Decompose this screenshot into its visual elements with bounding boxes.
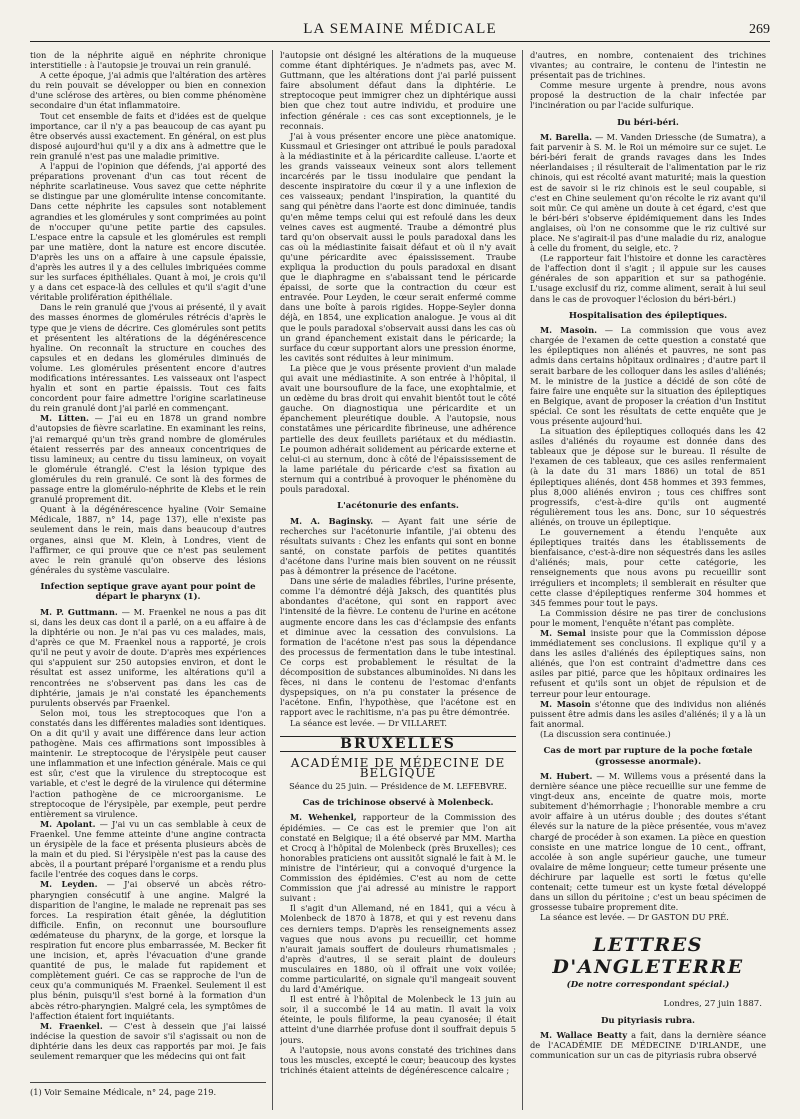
paragraph: A l'autopsie, nous avons constaté des trichines dans tous les muscles, excepté le cœur; beaucoup des kystes trichinés étaient atteints de dégénérescence calcaire ; xyxy=(280,1044,516,1075)
paragraph: M. Masoin s'étonne que des individus non aliénés puissent être admis dans les asiles d'aliénés; il y a là un fait anormal. xyxy=(530,698,766,729)
paragraph: (La discussion sera continuée.) xyxy=(540,728,671,739)
section-heading: L'acétonurie des enfants. xyxy=(337,501,459,512)
paragraph: Comme mesure urgente à prendre, nous avons proposé la destruction de la chair infectée par l'incinération ou par l'acide sulfurique. xyxy=(530,80,766,111)
speaker-name: M. Barella. xyxy=(540,132,593,143)
column-rule-left xyxy=(272,50,273,1110)
paragraph: M. Hubert. — M. Willems vous a présenté dans la dernière séance une pièce recueillie sur une femme de vingt-deux ans, enceinte de quatre mois, morte subitement d'hémorrhagie ; l'honorable membre a cru avoir affaire à un utérus double ; des doutes s'étant élevés sur la nature de la pièce présentée, vous m'avez chargé de procéder à son examen. La pièce en question consiste en une matrice longue de 10 cent., offrant, accolée à son angle supérieur gauche, une tumeur ovalaire de même longueur; cette tumeur présente une déchirure par laquelle est sorti le fœtus qu'elle contenait; cette tumeur est un kyste fœtal développé dans un sillon du péritoine ; c'est un beau spécimen de grossesse tubaire proprement dite. xyxy=(530,771,766,913)
speaker-name: M. Masoin. xyxy=(540,325,597,336)
section-heading: Cas de mort par rupture de la poche fœtale (grossesse anormale). xyxy=(543,746,753,767)
section-heading: Hospitalisation des épileptiques. xyxy=(568,310,728,321)
speaker-name: M. P. Guttmann. xyxy=(40,606,118,617)
column-2 xyxy=(280,50,516,1110)
speaker-name: M. A. Baginsky. xyxy=(290,515,374,526)
speaker-name: M. Fraenkel. xyxy=(40,1020,103,1031)
footnote: (1) Voir Semaine Médicale, n° 24, page 219. xyxy=(30,1082,266,1097)
paragraph: Dans une série de maladies fébriles, l'urine présente, comme l'a démontré déjà Jaksch, des quantités plus abondantes d'acétone, qui sont en rapport avec l'intensité de la fièvre. Le contenu de l'urine en acétone augmente encore dans les cas d'éclampsie des enfants et diminue avec la cessation des convulsions. La formation de l'acétone n'est pas sous la dépendance des processus de fermentation dans le tube intestinal. Ce corps est probablement le résultat de la décomposition de substances albuminoïdes. Ni dans les fèces, ni dans le contenu de l'estomac d'enfants dyspepsiques, on n'a pu constater la présence de l'acétone. Enfin, l'hypothèse, que l'acétone est en rapport avec le rachitisme, n'a pas pu être démontrée. xyxy=(280,576,516,718)
paragraph: M. Leyden. — J'ai observé un abcès rétro-pharyngien consécutif à une angine. Malgré la disparition de l'angine, le malade ne reprenait pas ses forces. La respiration était gênée, la déglutition difficile. Enfin, on reconnut une boursouflure œdémateuse du pharynx, de la gorge, et lorsque la respiration fut encore plus embarrassée, M. Becker fit une incision, et, après l'évacuation d'une grande quantité de pus, le malade fut rapidement et complètement guéri. Ce cas se rapproche de l'un de ceux qu'a communiqués M. Fraenkel. Seulement il est plus bénin, puisqu'il s'est borné à la formation d'un abcès rétro-pharyngien. Malgré cela, les symptômes de l'affection étaient fort inquiétants. xyxy=(30,879,266,1021)
speaker-name: M. Litten. xyxy=(40,413,89,424)
paragraph: Il s'agit d'un Allemand, né en 1841, qui a vécu à Molenbeck de 1870 à 1878, et qui y est revenu dans ces derniers temps. D'après les renseignements assez vagues que nous avons pu recueillir, cet homme n'aurait jamais souffert de douleurs rhumatismales ; d'après d'autres, il se serait plaint de douleurs musculaires en 1880, où il offrait une voix voilée; comme particularité, on signale qu'il mangeait souvent du lard d'Amérique. xyxy=(280,903,516,995)
speaker-name: M. Hubert. xyxy=(540,771,593,781)
paragraph: Le gouvernement a étendu l'enquête aux épileptiques traités dans les établissements de bienfaisance, c'est-à-dire non séquestrés dans les asiles d'aliénés; mais, pour cette catégorie, les renseignements que nous avons pu recueillir sont irréguliers et incomplets; il semblerait en résulter que cette classe d'épileptiques renferme 304 hommes et 345 femmes pour tout le pays. xyxy=(530,527,766,608)
paragraph: M. Barella. — M. Vanden Driessche (de Sumatra), a fait parvenir à S. M. le Roi un mémoire sur ce sujet. Le béri-béri ferait de grands ravages dans les Indes néerlandaises ; il résulterait de l'alimentation par le riz chinois, qui est récolté avant maturité; mais la question est de savoir si le riz chinois est le seul coupable, si c'est en Chine seulement qu'on récolte le riz avant qu'il soit mûr. Ce qui amène un doute à cet égard, c'est que le béri-béri s'observe épidémiquement dans les Indes anglaises, où l'on ne consomme que le riz cultivé sur place. Ne s'agirait-il pas d'une maladie du riz, analogue à celle du froment, du seigle, etc. ? xyxy=(530,132,766,254)
paragraph: La situation des épileptiques colloqués dans les 42 asiles d'aliénés du royaume est donnée dans des tableaux que je dépose sur le bureau. Il résulte de l'examen de ces tableaux, que ces asiles renfermaient (à la date du 31 mars 1886) un total de 851 épileptiques aliénés, dont 458 hommes et 393 femmes, plus 8,000 aliénés environ ; tous ces chiffres sont progressifs, c'est-à-dire qu'ils ont augmenté régulièrement tous les ans. Donc, sur 10 séquestrés aliénés, on trouve un épileptique. xyxy=(530,426,766,527)
signature: Dr VILLARET. xyxy=(388,717,447,728)
column-1 xyxy=(30,50,266,1110)
speaker-name: M. Semal xyxy=(540,627,586,638)
paragraph: M. Litten. — J'ai eu en 1878 un grand nombre d'autopsies de fièvre scarlatine. En examinant les reins, j'ai remarqué qu'un très grand nombre de glomérules étaient resserrés par des anneaux concentriques de tissu lamineux; au centre du tissu lamineux, on voyait le glomérule étranglé. C'est la lésion typique des glomérules du rein granulé. Ce sont là des formes de passage entre la glomérulo-néphrite de Klebs et le rein granulé proprement dit. xyxy=(30,413,266,505)
paragraph: Tout cet ensemble de faits et d'idées est de quelque importance, car il n'y a pas beaucoup de cas ayant pu être observés aussi exactement. En général, on est plus disposé aujourd'hui qu'il y a dix ans à admettre que le rein granulé n'est pas une maladie primitive. xyxy=(30,110,266,161)
column-3 xyxy=(530,50,766,1110)
section-heading: Du béri-béri. xyxy=(617,117,679,128)
speaker-name: M. Masoin xyxy=(540,698,591,709)
city-heading: BRUXELLES xyxy=(280,736,516,752)
paragraph: La pièce que je vous présente provient d'un malade qui avait une médiastinite. A son entrée à l'hôpital, il avait une boursouflure de la face, une exophtalmie, et un œdème du bras droit qui envahit bientôt tout le côté gauche. On diagnostiqua une péricardite et un épanchement pleurétique double. A l'autopsie, nous constatâmes une péricardite fibrineuse, une adhérence partielle des deux feuillets pariétaux et du médiastin. Le poumon adhérait solidement au péricarde externe et celui-ci au sternum, donc à côté de l'épaississement de la lame pariétale du péricarde c'est sa fixation au sternum qui a contribué à provoquer le phénomène du pouls paradoxal. xyxy=(280,362,516,495)
paragraph: Il est entré à l'hôpital de Molenbeck le 13 juin au soir, il a succombé le 14 au matin. Il avait la voix éteinte, le pouls filiforme, la peau cyanosée; il était atteint d'une diarrhée profuse dont il souffrait depuis 5 jours. xyxy=(280,994,516,1045)
speaker-name: M. Wallace Beatty xyxy=(540,1030,628,1041)
paragraph: M. Masoin. — La commission que vous avez chargée de l'examen de cette question a constaté que les épileptiques non aliénés et pauvres, ne sont pas admis dans certains hôpitaux ordinaires ; d'autre part il serait barbare de les colloquer dans les asiles d'aliénés; M. le ministre de la justice a décidé de son côté de faire faire une enquête sur la situation des épileptiques en Belgique, avant de proposer la création d'un Institut spécial. Ce sont les résultats de cette enquête que je vous présente aujourd'hui. xyxy=(530,325,766,426)
speaker-name: M. Apolant. xyxy=(40,818,96,829)
journal-title: LA SEMAINE MÉDICALE xyxy=(303,21,497,37)
paragraph: M. Wehenkel, rapporteur de la Commission des épidémies. — Ce cas est le premier que l'on ait constaté en Belgique; il a été observé par MM. Martha et Crocq à l'hôpital de Molenbeck (près Bruxelles); ces honorables praticiens ont aussitôt signalé le fait à M. le ministre de l'intérieur, qui a convoqué d'urgence la Commission des épidémies. C'est au nom de cette Commission que j'ai adressé au ministre le rapport suivant : xyxy=(280,812,516,904)
paragraph: M. Wallace Beatty a fait, dans la dernière séance de l'ACADÉMIE DE MÉDECINE D'IRLANDE, une communication sur un cas de pityriasis rubra observé xyxy=(530,1030,766,1061)
section-heading: Infection septique grave ayant pour point de départ le pharynx (1). xyxy=(40,581,256,603)
speaker-name: M. Wehenkel, xyxy=(290,812,357,823)
speaker-name: M. Leyden. xyxy=(40,879,98,890)
letters-subtitle: (De notre correspondant spécial.) xyxy=(566,980,730,991)
page-number: 269 xyxy=(749,22,770,37)
paragraph: La séance est levée. — Dr GASTON DU PRÉ. xyxy=(540,912,729,923)
academy-title: ACADÉMIE DE MÉDECINE DE BELGIQUE xyxy=(290,755,506,780)
paragraph: d'autres, en nombre, contenaient des trichines vivantes; au contraire, le contenu de l'intestin ne présentait pas de trichines. xyxy=(530,50,766,81)
paragraph: La Commission désire ne pas tirer de conclusions pour le moment, l'enquête n'étant pas complète. xyxy=(530,607,766,628)
signature: Dr GASTON DU PRÉ. xyxy=(638,912,729,923)
session-info: Séance du 25 juin. — Présidence de M. LEFEBVRE. xyxy=(289,780,507,791)
paragraph: M. Apolant. — J'ai vu un cas semblable à ceux de Fraenkel. Une femme atteinte d'une angine contracta un érysipèle de la face et présenta plusieurs abcès de la main et du pied. Si l'érysipèle n'est pas la cause des abcès, il a pourtant préparé l'organisme et a rendu plus facile l'entrée des coques dans le corps. xyxy=(30,818,266,880)
paragraph: M. Fraenkel. — C'est à dessein que j'ai laissé indécise la question de savoir s'il s'agissait ou non de diphtérie dans les deux cas rapportés par moi. Je fais seulement remarquer que les médecins qui ont fait xyxy=(30,1020,266,1061)
paragraph: (Le rapporteur fait l'histoire et donne les caractères de l'affection dont il s'agit ; il appuie sur les causes générales de son apparition et sur sa pathogénie. L'usage exclusif du riz, comme aliment, serait à lui seul dans le cas de provoquer l'éclosion du béri-béri.) xyxy=(530,253,766,304)
paragraph: A cette époque, j'ai admis que l'altération des artères du rein pouvait se développer ou bien en connexion d'une sclérose des artères, ou bien comme phénomène secondaire d'un état inflammatoire. xyxy=(30,70,266,111)
letters-title: LETTRES D'ANGLETERRE xyxy=(552,934,744,979)
column-rule-right xyxy=(522,50,523,1110)
paragraph: Quant à la dégénérescence hyaline (Voir Semaine Médicale, 1887, n° 14, page 137), elle n'existe pas seulement dans le rein, mais dans beaucoup d'autres organes, ainsi que M. Klein, à Londres, vient de l'affirmer, ce qui prouve que ce n'est pas seulement avec le rein granulé qu'on observe des lésions générales du système vasculaire. xyxy=(30,504,266,575)
paragraph: La séance est levée. — Dr VILLARET. xyxy=(290,717,447,728)
page-header xyxy=(30,14,770,42)
paragraph: A l'appui de l'opinion que défends, j'ai apporté des préparations provenant d'un cas tout récent de néphrite scarlatineuse. Vous savez que cette néphrite se distingue par une glomérulite intense concomitante. Dans cette néphrite les capsules sont notablement agrandies et les glomérules y sont comprimées au point de n'occuper qu'une petite partie des capsules. L'espace entre la capsule et les glomérules est rempli par une matière, dont la nature est encore discutée. D'après les uns on a affaire à une capsule épaissie, d'après les autres il y a des cellules imbriquées comme sur les surfaces épithéliales. Quant à moi, je crois qu'il y a dans cet espace-là des cellules et qu'il s'agit d'une véritable prolifération épithéliale. xyxy=(30,161,266,303)
section-heading: Cas de trichinose observé à Molenbeck. xyxy=(302,797,494,808)
dateline: Londres, 27 juin 1887. xyxy=(663,998,762,1009)
paragraph: tion de la néphrite aiguë en néphrite chronique interstitielle : à l'autopsie je trouvai un rein granulé. xyxy=(30,50,266,71)
section-heading: Du pityriasis rubra. xyxy=(600,1015,696,1026)
paragraph: M. Semal insiste pour que la Commission dépose immédiatement ses conclusions. Il explique qu'il y a dans les asiles d'aliénés des épileptiques sains, non aliénés, que l'on est contraint d'admettre dans ces asiles par pitié, parce que les hôpitaux ordinaires les refusent et qu'ils sont un objet de répulsion et de terreur pour leur entourage. xyxy=(530,627,766,699)
paragraph: M. A. Baginsky. — Ayant fait une série de recherches sur l'acétonurie infantile, j'ai obtenu des résultats suivants : Chez les enfants qui sont en bonne santé, on constate parfois de petites quantités d'acétone dans l'urine mais bien souvent on ne réussit pas à démontrer la présence de l'acétone. xyxy=(280,515,516,577)
paragraph: J'ai à vous présenter encore une pièce anatomique. Kussmaul et Griesinger ont attribué le pouls paradoxal à la médiastinite et à la péricardite calleuse. L'aorte et les grands vaisseaux veineux sont alors tellement incarcérés par le tissu inodulaire que pendant la descente inspiratoire du cœur il y a une inflexion de ces vaisseaux; pendant l'inspiration, la quantité du sang qui pénètre dans l'aorte est donc diminuée, tandis qu'en même temps celui qui est refoulé dans les deux veines caves est augmenté. Traube a démontré plus tard qu'on observait aussi le pouls paradoxal dans les cas où la médiastinite faisait défaut et où il n'y avait qu'une péricardite avec épaississement. Traube expliqua la production du pouls paradoxal en disant que le diaphragme en s'abaissant tend le péricarde épaissi, de sorte que la contraction du cœur est entravée. Pour Leyden, le cœur serait enfermé comme dans une boîte à parois rigides. Hoppe-Seyler donna déjà, en 1854, une explication analogue. Je vous ai dit que le pouls paradoxal s'observait aussi dans les cas où un grand épanchement existait dans le péricarde; la surface du cœur supportant alors une pression énorme, les cavités sont réduites à leur minimum. xyxy=(280,130,516,363)
paragraph: M. P. Guttmann. — M. Fraenkel ne nous a pas dit si, dans les deux cas dont il a parlé, on a eu affaire à de la diphtérie ou non. Je n'ai pas vu ces malades, mais, d'après ce que M. Fraenkel nous a rapporté, je crois qu'il ne peut y avoir de doute. D'après mes expériences qui s'appuient sur 250 autopsies environ, et dont le résultat est assez uniforme, les altérations qu'il a rencontrées ne s'observent pas dans les cas de diphtérie, jamais je n'ai constaté les épanchements purulents observés par Fraenkel. xyxy=(30,606,266,708)
paragraph: Selon moi, tous les streptocoques que l'on a constatés dans les différentes maladies sont identiques. On a dit qu'il y avait une différence dans leur action pathogène. Mais ces affirmations sont impossibles à maintenir. Le streptocoque de l'érysipèle peut causer une inflammation et une infection générale. Mais ce qui est sûr, c'est que la virulence du streptocoque est variable, et c'est le degré de la virulence qui détermine l'action pathogène de ce microorganisme. Le streptocoque de l'érysipèle, par exemple, peut perdre entièrement sa virulence. xyxy=(30,707,266,819)
paragraph: l'autopsie ont désigné les altérations de la muqueuse comme étant diphtériques. Je n'admets pas, avec M. Guttmann, que les altérations dont j'ai parlé puissent faire absolument défaut dans la diphtérie. Le streptocoque peut immigrer chez un diphtérique aussi bien que chez tout autre individu, et produire une infection générale : ces cas sont exceptionnels, je le reconnais. xyxy=(280,50,516,131)
paragraph: Dans le rein granulé que j'vous ai présenté, il y avait des masses énormes de glomérules rétrécis d'après le type que je viens de décrire. Ces glomérules sont petits et présentent les altérations de la dégénérescence hyaline. On reconnaît la structure en couches des capsules et en dedans les glomérules diminués de volume. Les glomérules présentent encore d'autres modifications intéressantes. Les vaisseaux ont l'aspect hyalin et sont en partie épaissis. Tout ces faits concordent pour faire admettre l'origine scarlatineuse du rein granulé dont j'ai parlé en commençant. xyxy=(30,302,266,414)
